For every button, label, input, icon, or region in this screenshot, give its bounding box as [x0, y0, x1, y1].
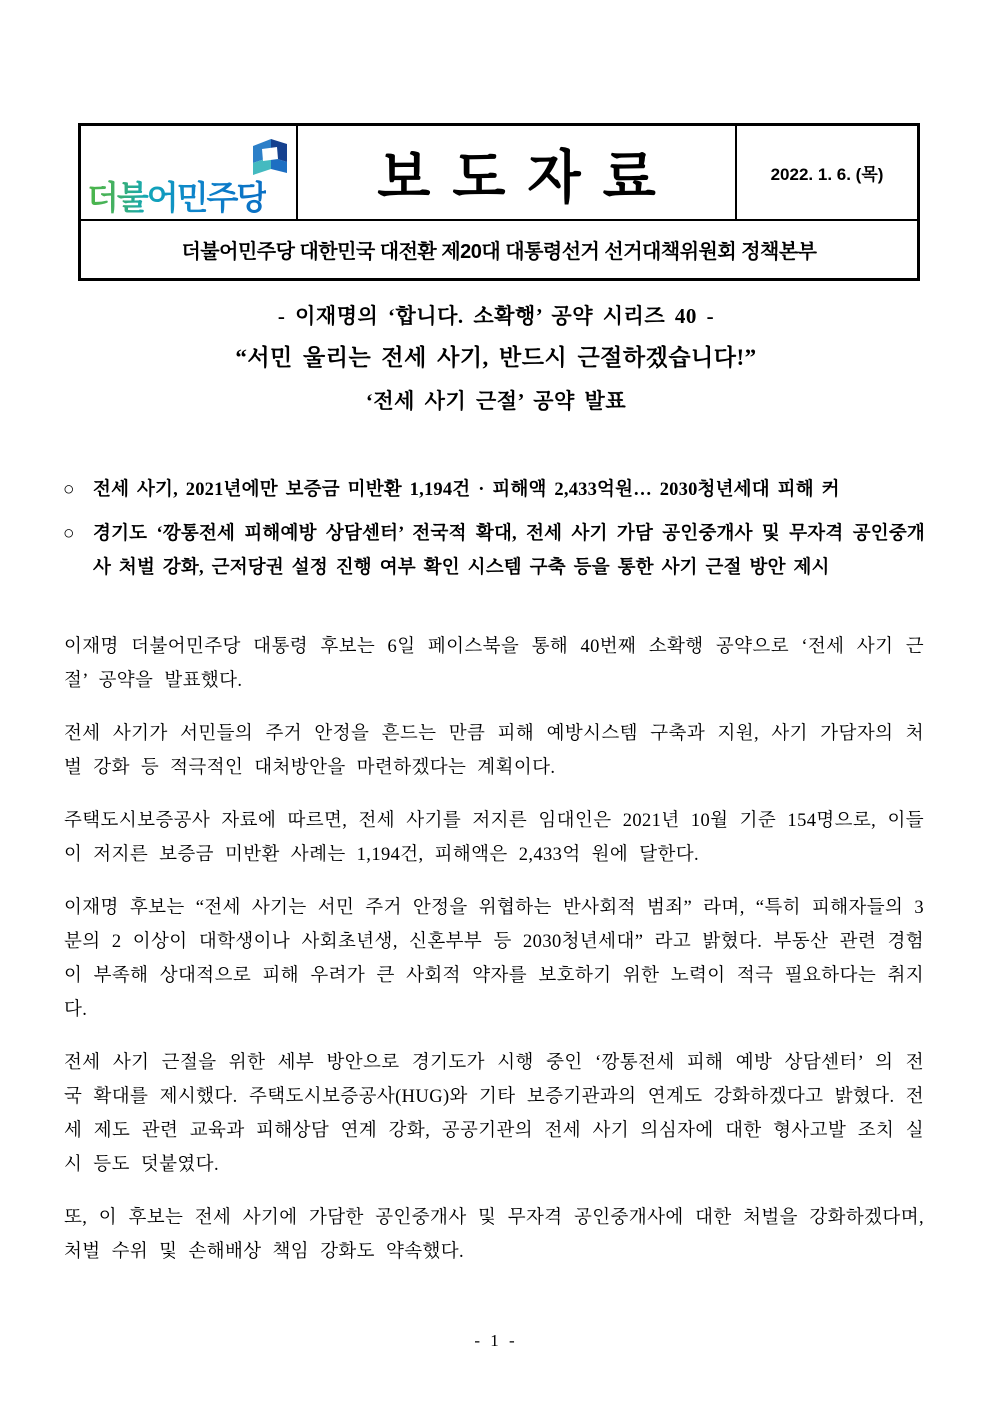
- press-header-row: [81, 126, 917, 221]
- party-name-logo-text: 더불어민주당: [87, 172, 266, 219]
- headline-sub-line: ‘전세 사기 근절’ 공약 발표: [365, 388, 627, 413]
- summary-bullets: [63, 473, 925, 595]
- body-paragraph-5: 전세 사기 근절을 위한 세부 방안으로 경기도가 시행 중인 ‘깡통전세 피해 예방 상담센터’ 의 전국 확대를 제시했다. 주택도시보증공사(HUG)와 기타 보증기관과의 연계도 강화하겠다고 밝혔다. 전세 제도 관련 교육과 피해상담 연계 강화, 공공기관의 전세 사기 의심자에 대한 형사고발 조치 실시 등도 덧붙였다.: [64, 1053, 924, 1175]
- body-paragraph-2: 전세 사기가 서민들의 주거 안정을 흔드는 만큼 피해 예방시스템 구축과 지원, 사기 가담자의 처벌 강화 등 적극적인 대처방안을 마련하겠다는 계획이다.: [64, 724, 924, 778]
- page-number: - 1 -: [474, 1331, 518, 1350]
- circle-bullet-icon: ○: [63, 479, 75, 500]
- summary-bullet-1: [63, 473, 925, 507]
- body-paragraph-3: 주택도시보증공사 자료에 따르면, 전세 사기를 저지른 임대인은 2021년 10월 기준 154명으로, 이들이 저지른 보증금 미반환 사례는 1,194건, 피해액은 2,433억 원에 달한다.: [64, 811, 924, 865]
- party-logo: [81, 126, 298, 219]
- date-cell: [737, 126, 917, 219]
- press-subtitle-row: [81, 221, 917, 278]
- summary-bullet-2: [63, 517, 925, 585]
- document-title: 보도자료: [377, 144, 678, 210]
- issuing-organization: 더불어민주당 대한민국 대전환 제20대 대통령선거 선거대책위원회 정책본부: [181, 241, 817, 263]
- press-header-table: [78, 123, 920, 281]
- release-date: 2022. 1. 6. (목): [770, 165, 884, 184]
- body-paragraph-6: 또, 이 후보는 전세 사기에 가담한 공인중개사 및 무자격 공인중개사에 대한 처벌을 강화하겠다며, 처벌 수위 및 손해배상 책임 강화도 약속했다.: [64, 1208, 924, 1262]
- circle-bullet-icon: ○: [63, 523, 75, 544]
- body-paragraph-4: 이재명 후보는 “전세 사기는 서민 주거 안정을 위협하는 반사회적 범죄” 라며, “특히 피해자들의 3분의 2 이상이 대학생이나 사회초년생, 신혼부부 등 2030청년세대” 라고 밝혔다. 부동산 관련 경험이 부족해 상대적으로 피해 우려가 큰 사회적 약자를 보호하기 위한 노력이 적극 필요하다는 취지다.: [64, 898, 924, 1020]
- summary-bullet-2-text: 경기도 ‘깡통전세 피해예방 상담센터’ 전국적 확대, 전세 사기 가담 공인중개사 및 무자격 공인중개사 처벌 강화, 근저당권 설정 진행 여부 확인 시스템 구축 등을 통한 사기 근절 방안 제시: [93, 524, 925, 578]
- party-flag-icon: [251, 136, 289, 176]
- body-paragraph-1: 이재명 더불어민주당 대통령 후보는 6일 페이스북을 통해 40번째 소확행 공약으로 ‘전세 사기 근절’ 공약을 발표했다.: [64, 637, 924, 691]
- article-body: [64, 630, 924, 1288]
- headline-main-line: “서민 울리는 전세 사기, 반드시 근절하겠습니다!”: [235, 345, 757, 371]
- document-title-cell: [298, 126, 737, 219]
- headline-block: [0, 304, 992, 413]
- summary-bullet-1-text: 전세 사기, 2021년에만 보증금 미반환 1,194건 · 피해액 2,433억원… 2030청년세대 피해 커: [93, 480, 840, 500]
- headline-series-line: - 이재명의 ‘합니다. 소확행’ 공약 시리즈 40 -: [277, 304, 715, 328]
